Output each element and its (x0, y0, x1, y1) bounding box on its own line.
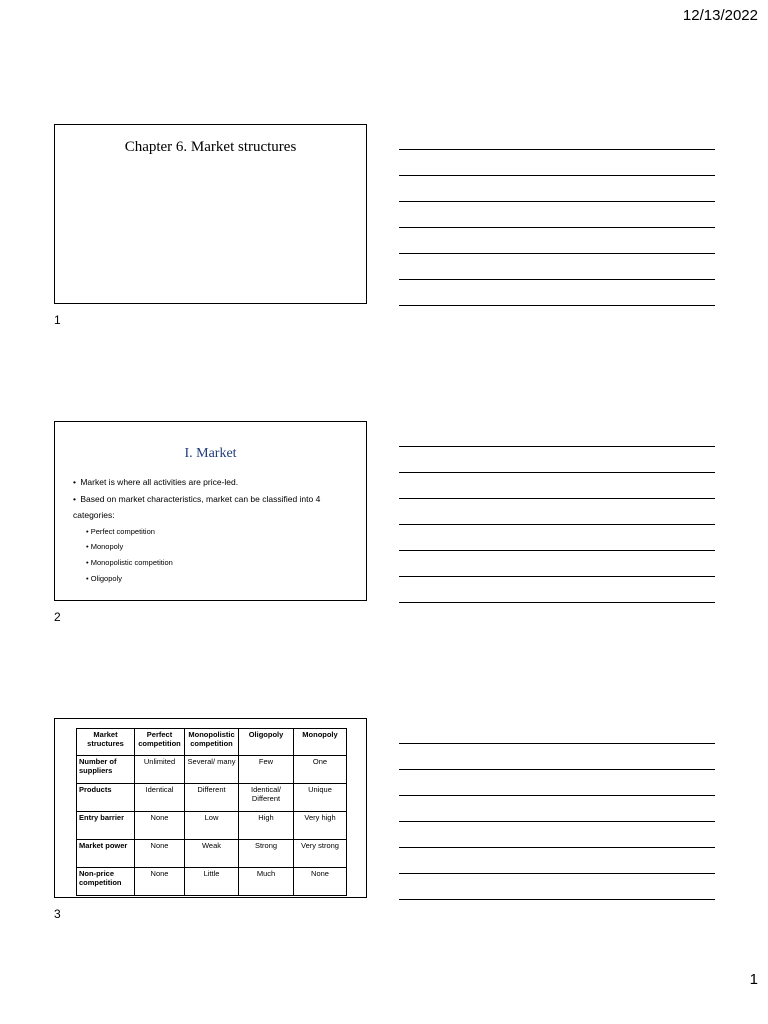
note-line (399, 550, 715, 551)
note-line (399, 847, 715, 848)
table-cell: Unique (294, 784, 347, 812)
note-line (399, 899, 715, 900)
slide-1-number: 1 (54, 313, 61, 327)
note-line (399, 472, 715, 473)
table-cell: Much (239, 868, 294, 896)
row-header: Market power (77, 840, 135, 868)
table-header: Market structures (77, 729, 135, 756)
sub-bullet-list (73, 524, 352, 587)
table-row (77, 756, 347, 784)
slide-1-title: Chapter 6. Market structures (124, 139, 297, 155)
table-cell: One (294, 756, 347, 784)
sub-bullet-item: • Monopoly (86, 542, 124, 552)
table-cell: Weak (185, 840, 239, 868)
note-line (399, 576, 715, 577)
note-line (399, 446, 715, 447)
table-header: Oligopoly (239, 729, 294, 756)
slide-2-bullet-list (73, 474, 352, 587)
table-cell: Strong (239, 840, 294, 868)
table-header: Perfect competition (135, 729, 185, 756)
table-cell: Identical (135, 784, 185, 812)
table-header: Monopoly (294, 729, 347, 756)
note-line (399, 253, 715, 254)
slide-2-title: I. Market (184, 446, 237, 461)
note-line (399, 873, 715, 874)
table-cell: Little (185, 868, 239, 896)
table-header: Monopolistic competition (185, 729, 239, 756)
table-cell: Unlimited (135, 756, 185, 784)
note-line (399, 279, 715, 280)
print-date: 12/13/2022 (682, 7, 758, 24)
table-cell: Very strong (294, 840, 347, 868)
table-cell: High (239, 812, 294, 840)
table-cell: None (135, 812, 185, 840)
sub-bullet-item: • Monopolistic competition (86, 558, 173, 568)
bullet-item: • Market is where all activities are price-led. (73, 477, 239, 487)
row-header: Number of suppliers (77, 756, 135, 784)
note-line (399, 305, 715, 306)
table-cell: None (294, 868, 347, 896)
slide-1 (54, 124, 367, 304)
note-line (399, 498, 715, 499)
page-number: 1 (749, 971, 758, 988)
row-header: Non-price competition (77, 868, 135, 896)
market-structures-table (76, 728, 347, 896)
bullet-item: • Based on market characteristics, market can be classified into 4 categories: (73, 493, 321, 521)
slide-3-number: 3 (54, 907, 61, 921)
table-row (77, 868, 347, 896)
table-row (77, 784, 347, 812)
slide-3 (54, 718, 367, 898)
note-line (399, 743, 715, 744)
note-line (399, 175, 715, 176)
table-row (77, 840, 347, 868)
note-line (399, 227, 715, 228)
note-line (399, 602, 715, 603)
table-cell: None (135, 840, 185, 868)
note-line (399, 149, 715, 150)
table-cell: Identical/ Different (239, 784, 294, 812)
slide-2 (54, 421, 367, 601)
row-header: Products (77, 784, 135, 812)
table-cell: Few (239, 756, 294, 784)
slide-2-number: 2 (54, 610, 61, 624)
table-cell: Very high (294, 812, 347, 840)
table-cell: Low (185, 812, 239, 840)
table-header-row (77, 729, 347, 756)
table-cell: None (135, 868, 185, 896)
note-line (399, 524, 715, 525)
table-cell: Several/ many (185, 756, 239, 784)
sub-bullet-item: • Oligopoly (86, 573, 122, 583)
note-line (399, 769, 715, 770)
row-header: Entry barrier (77, 812, 135, 840)
sub-bullet-item: • Perfect competition (86, 526, 155, 536)
table-cell: Different (185, 784, 239, 812)
note-line (399, 821, 715, 822)
table-row (77, 812, 347, 840)
note-line (399, 795, 715, 796)
note-line (399, 201, 715, 202)
